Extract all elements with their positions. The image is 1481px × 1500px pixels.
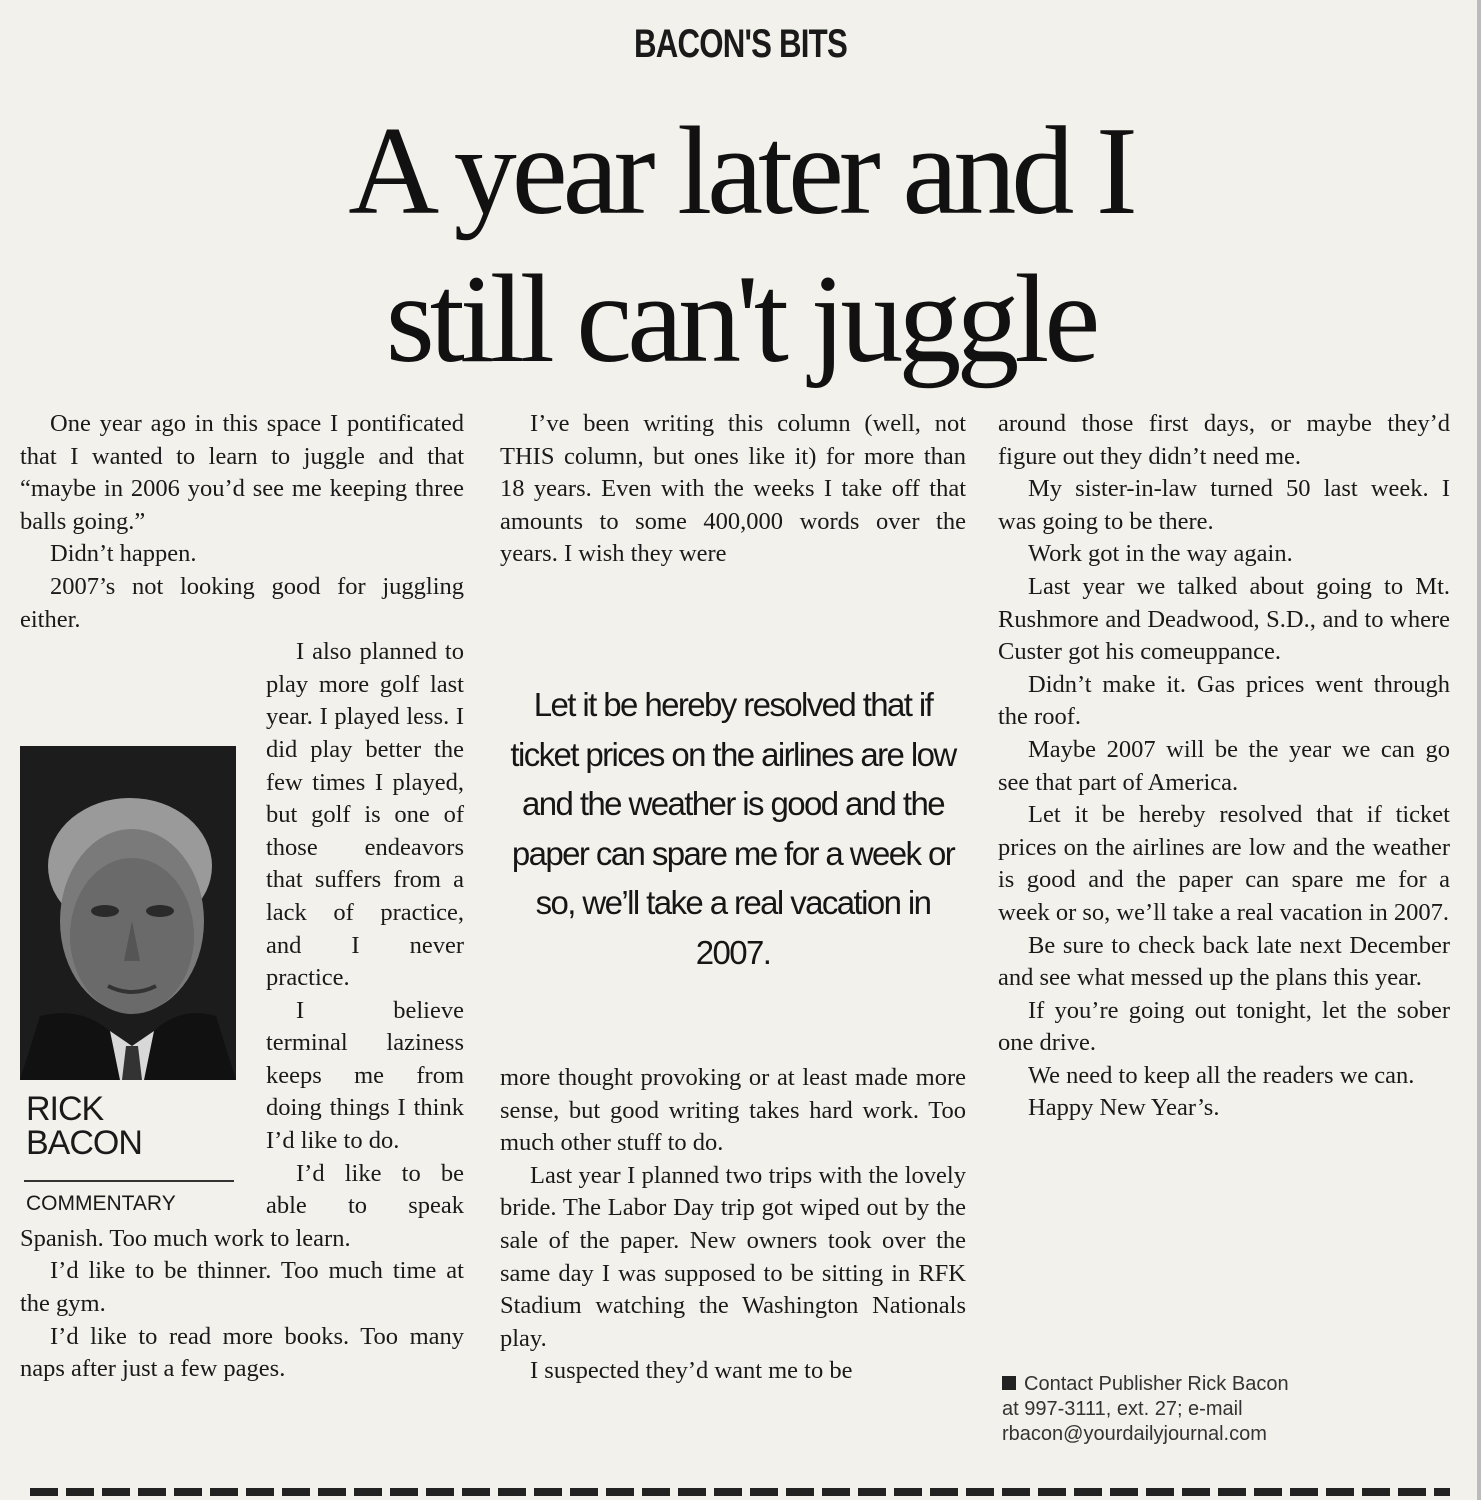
- article-column-2: [500, 408, 966, 571]
- contact-line-2: at 997-3111, ext. 27; e-mail: [1002, 1398, 1243, 1420]
- pull-quote: Let it be hereby resolved that if ticket prices on the airlines are low and the weather is good and the paper can spare me for a week or so, we’ll take a real vacation in 2007.: [510, 686, 956, 971]
- paragraph: I’d like to be thinner. Too much time at the gym.: [20, 1257, 464, 1318]
- paragraph: Last year I planned two trips with the lovely bride. The Labor Day trip got wiped out by the sale of the paper. New owners took over the same day I was supposed to be sitting in RFK Stadium watching the Washington Nationals play.: [500, 1161, 966, 1352]
- page-edge: [1477, 0, 1481, 1500]
- bottom-dashed-rule: [30, 1488, 1450, 1496]
- byline-divider: [24, 1180, 234, 1182]
- paragraph: Maybe 2007 will be the year we can go see that part of America.: [998, 735, 1450, 796]
- paragraph: Happy New Year’s.: [1028, 1094, 1220, 1122]
- paragraph: If you’re going out tonight, let the sober one drive.: [998, 996, 1450, 1057]
- byline-tag: COMMENTARY: [26, 1192, 176, 1215]
- paragraph: I believe terminal laziness keeps me from doing things I think I’d like to do.: [266, 996, 464, 1155]
- byline-name: [26, 1092, 142, 1160]
- contact-line-3: rbacon@yourdailyjournal.com: [1002, 1423, 1267, 1445]
- paragraph: I’d like to be able to speak Spanish. Too much work to learn.: [20, 1159, 464, 1252]
- paragraph: I’ve been writing this column (well, not THIS column, but ones like it) for more than 18 years. Even with the weeks I take off that amounts to some 400,000 words over the years. I wish they were: [500, 410, 966, 568]
- paragraph: One year ago in this space I pontificated that I wanted to learn to juggle and that “maybe in 2006 you’d see me keeping three balls going.”: [20, 410, 464, 535]
- headline: [0, 98, 1481, 394]
- byline-last-name: BACON: [26, 1124, 142, 1162]
- headline-line-1: A year later and I: [348, 102, 1133, 241]
- author-portrait-icon: [20, 746, 236, 1080]
- paragraph: Didn’t make it. Gas prices went through the roof.: [998, 670, 1450, 731]
- paragraph: I’d like to read more books. Too many naps after just a few pages.: [20, 1322, 464, 1383]
- contact-info: [1002, 1372, 1442, 1447]
- paragraph: 2007’s not looking good for juggling either.: [20, 572, 464, 633]
- article-column-2-continued: [500, 1062, 966, 1388]
- paragraph: I suspected they’d want me to be: [530, 1357, 853, 1385]
- contact-line-1: Contact Publisher Rick Bacon: [1024, 1373, 1289, 1395]
- byline-first-name: RICK: [26, 1090, 104, 1128]
- headline-line-2: still can't juggle: [385, 250, 1096, 389]
- paragraph: I also planned to play more golf last year. I played less. I did play better the few times I played, but golf is one of those endeavors that suffers from a lack of practice, and I never practice.: [266, 638, 464, 992]
- article-column-3: [998, 408, 1450, 1125]
- paragraph: Let it be hereby resolved that if ticket prices on the airlines are low and the weather is good and the paper can spare me for a week or so, we’ll take a real vacation in 2007.: [998, 801, 1450, 926]
- paragraph: around those first days, or maybe they’d figure out they didn’t need me.: [998, 410, 1450, 470]
- author-photo: [20, 746, 236, 1080]
- paragraph: We need to keep all the readers we can.: [1028, 1061, 1415, 1089]
- paragraph: Last year we talked about going to Mt. Rushmore and Deadwood, S.D., and to where Custer got his comeuppance.: [998, 572, 1450, 666]
- paragraph: Didn’t happen.: [50, 540, 197, 568]
- paragraph: more thought provoking or at least made more sense, but good writing takes hard work. Too much other stuff to do.: [500, 1064, 966, 1157]
- paragraph: My sister-in-law turned 50 last week. I was going to be there.: [998, 475, 1450, 535]
- bullet-square-icon: [1002, 1376, 1016, 1390]
- paragraph: Work got in the way again.: [1028, 540, 1293, 568]
- column-kicker: BACON'S BITS: [633, 22, 847, 66]
- paragraph: Be sure to check back late next December and see what messed up the plans this year.: [998, 931, 1450, 992]
